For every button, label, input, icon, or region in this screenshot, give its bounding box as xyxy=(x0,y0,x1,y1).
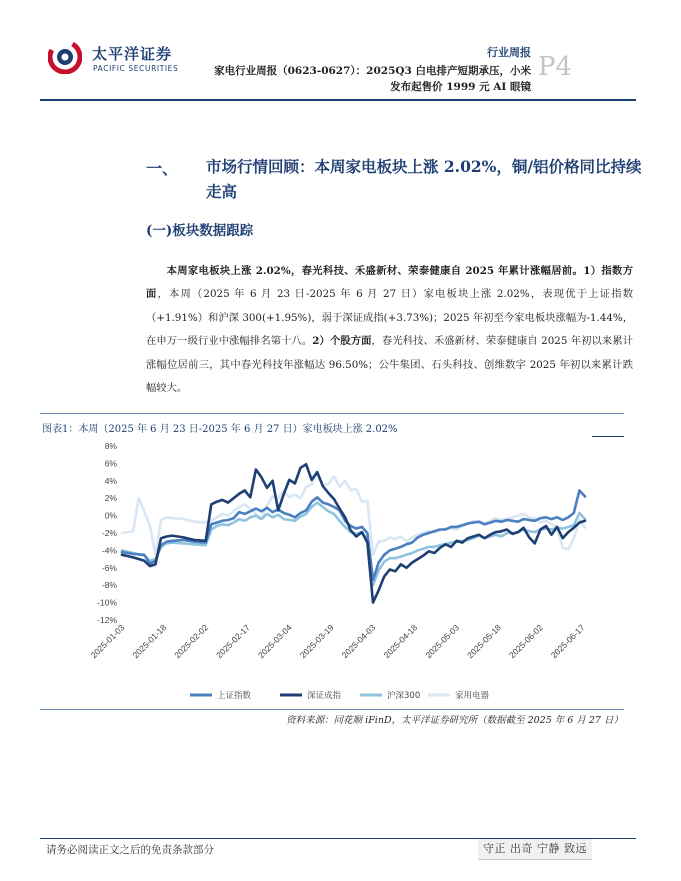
report-title-line2: 发布起售价 1999 元 AI 眼镜 xyxy=(390,81,531,93)
y-tick-label: 6% xyxy=(104,458,117,469)
para-text-2: ，春光科技、禾盛新材、荣泰健康自 2025 年初以来累计涨幅位居前三，其中春光科技年涨幅达 96.50%；公牛集团、石头科技、创维数字 2025 年初以来累计跌幅较大。 xyxy=(146,335,634,395)
section-number: 一、 xyxy=(146,159,179,178)
y-tick-label: -2% xyxy=(101,528,117,538)
x-tick-label: 2025-03-04 xyxy=(255,622,294,661)
legend-label: 家用电器 xyxy=(455,691,490,701)
logo-mark-icon xyxy=(48,40,82,74)
x-tick-label: 2025-03-19 xyxy=(297,622,336,661)
y-tick-label: -12% xyxy=(97,615,117,625)
report-type: 行业周报 xyxy=(487,46,531,59)
page-number: P4 xyxy=(538,52,573,82)
y-tick-label: -10% xyxy=(97,597,117,608)
x-tick-label: 2025-06-17 xyxy=(548,622,587,661)
series-line-2 xyxy=(122,503,585,586)
x-tick-label: 2025-06-02 xyxy=(506,622,545,661)
footer-motto: 守正 出奇 宁静 致远 xyxy=(478,839,592,860)
y-tick-label: -8% xyxy=(101,580,117,591)
figure-source: 资料来源：同花顺 iFinD，太平洋证券研究所（数据截至 2025 年 6 月 27 日） xyxy=(286,715,623,726)
header-divider xyxy=(40,99,636,101)
line-chart xyxy=(40,436,624,708)
series-line-1 xyxy=(122,464,585,602)
x-tick-label: 2025-02-17 xyxy=(214,622,252,661)
figure-caption: 图表1：本周（2025 年 6 月 23 日-2025 年 6 月 27 日）家电板块上涨 2.02% xyxy=(42,424,398,435)
y-tick-label: -6% xyxy=(101,562,117,573)
report-title-line1: 家电行业周报（0623-0627）：2025Q3 白电排产短期承压，小米 xyxy=(214,65,531,77)
x-tick-label: 2025-04-18 xyxy=(381,622,420,661)
legend-label: 深证成指 xyxy=(307,691,342,701)
x-tick-label: 2025-05-03 xyxy=(423,622,462,661)
footer-disclaimer: 请务必阅读正文之后的免责条款部分 xyxy=(46,844,214,856)
x-tick-label: 2025-01-18 xyxy=(130,622,169,661)
x-tick-label: 2025-05-18 xyxy=(465,622,503,661)
logo-english-text: PACIFIC SECURITIES xyxy=(93,64,179,73)
section-title: 市场行情回顾：本周家电板块上涨 2.02%，铜/铝价格同比持续走高 xyxy=(206,157,642,201)
x-tick-label: 2025-04-03 xyxy=(339,622,378,661)
legend-label: 上证指数 xyxy=(217,691,252,701)
figure-top-rule xyxy=(40,413,624,414)
x-tick-label: 2025-01-03 xyxy=(88,622,127,661)
body-paragraph xyxy=(146,260,633,400)
logo-text: 太平洋证券 xyxy=(92,45,173,63)
y-tick-label: 2% xyxy=(104,493,117,504)
para-bold-lead: 本周家电板块上涨 2.02%，春光科技、禾盛新材、荣泰健康自 2025 年累计涨幅居前。1）指数方面 xyxy=(146,265,633,301)
x-tick-label: 2025-02-02 xyxy=(172,622,211,661)
y-tick-label: 8% xyxy=(104,441,117,451)
legend-label: 沪深300 xyxy=(387,691,421,701)
y-tick-label: 4% xyxy=(104,475,117,486)
y-tick-label: -4% xyxy=(101,545,117,556)
para-bold-mid: 2）个股方面 xyxy=(312,335,372,348)
para-text-1: ，本周（2025 年 6 月 23 日-2025 年 6 月 27 日）家电板块上涨 2.02%，表现优于上证指数（+1.91%）和沪深 300(+1.95%)，弱于深证成指(+3.73%)；2025 年初至今家电板块涨幅为-1.44%，在申万一级行业中涨幅排名第十八。 xyxy=(146,288,633,348)
source-rule xyxy=(40,709,624,710)
subsection-title: (一)板块数据跟踪 xyxy=(146,223,254,239)
y-tick-label: 0% xyxy=(104,510,117,521)
